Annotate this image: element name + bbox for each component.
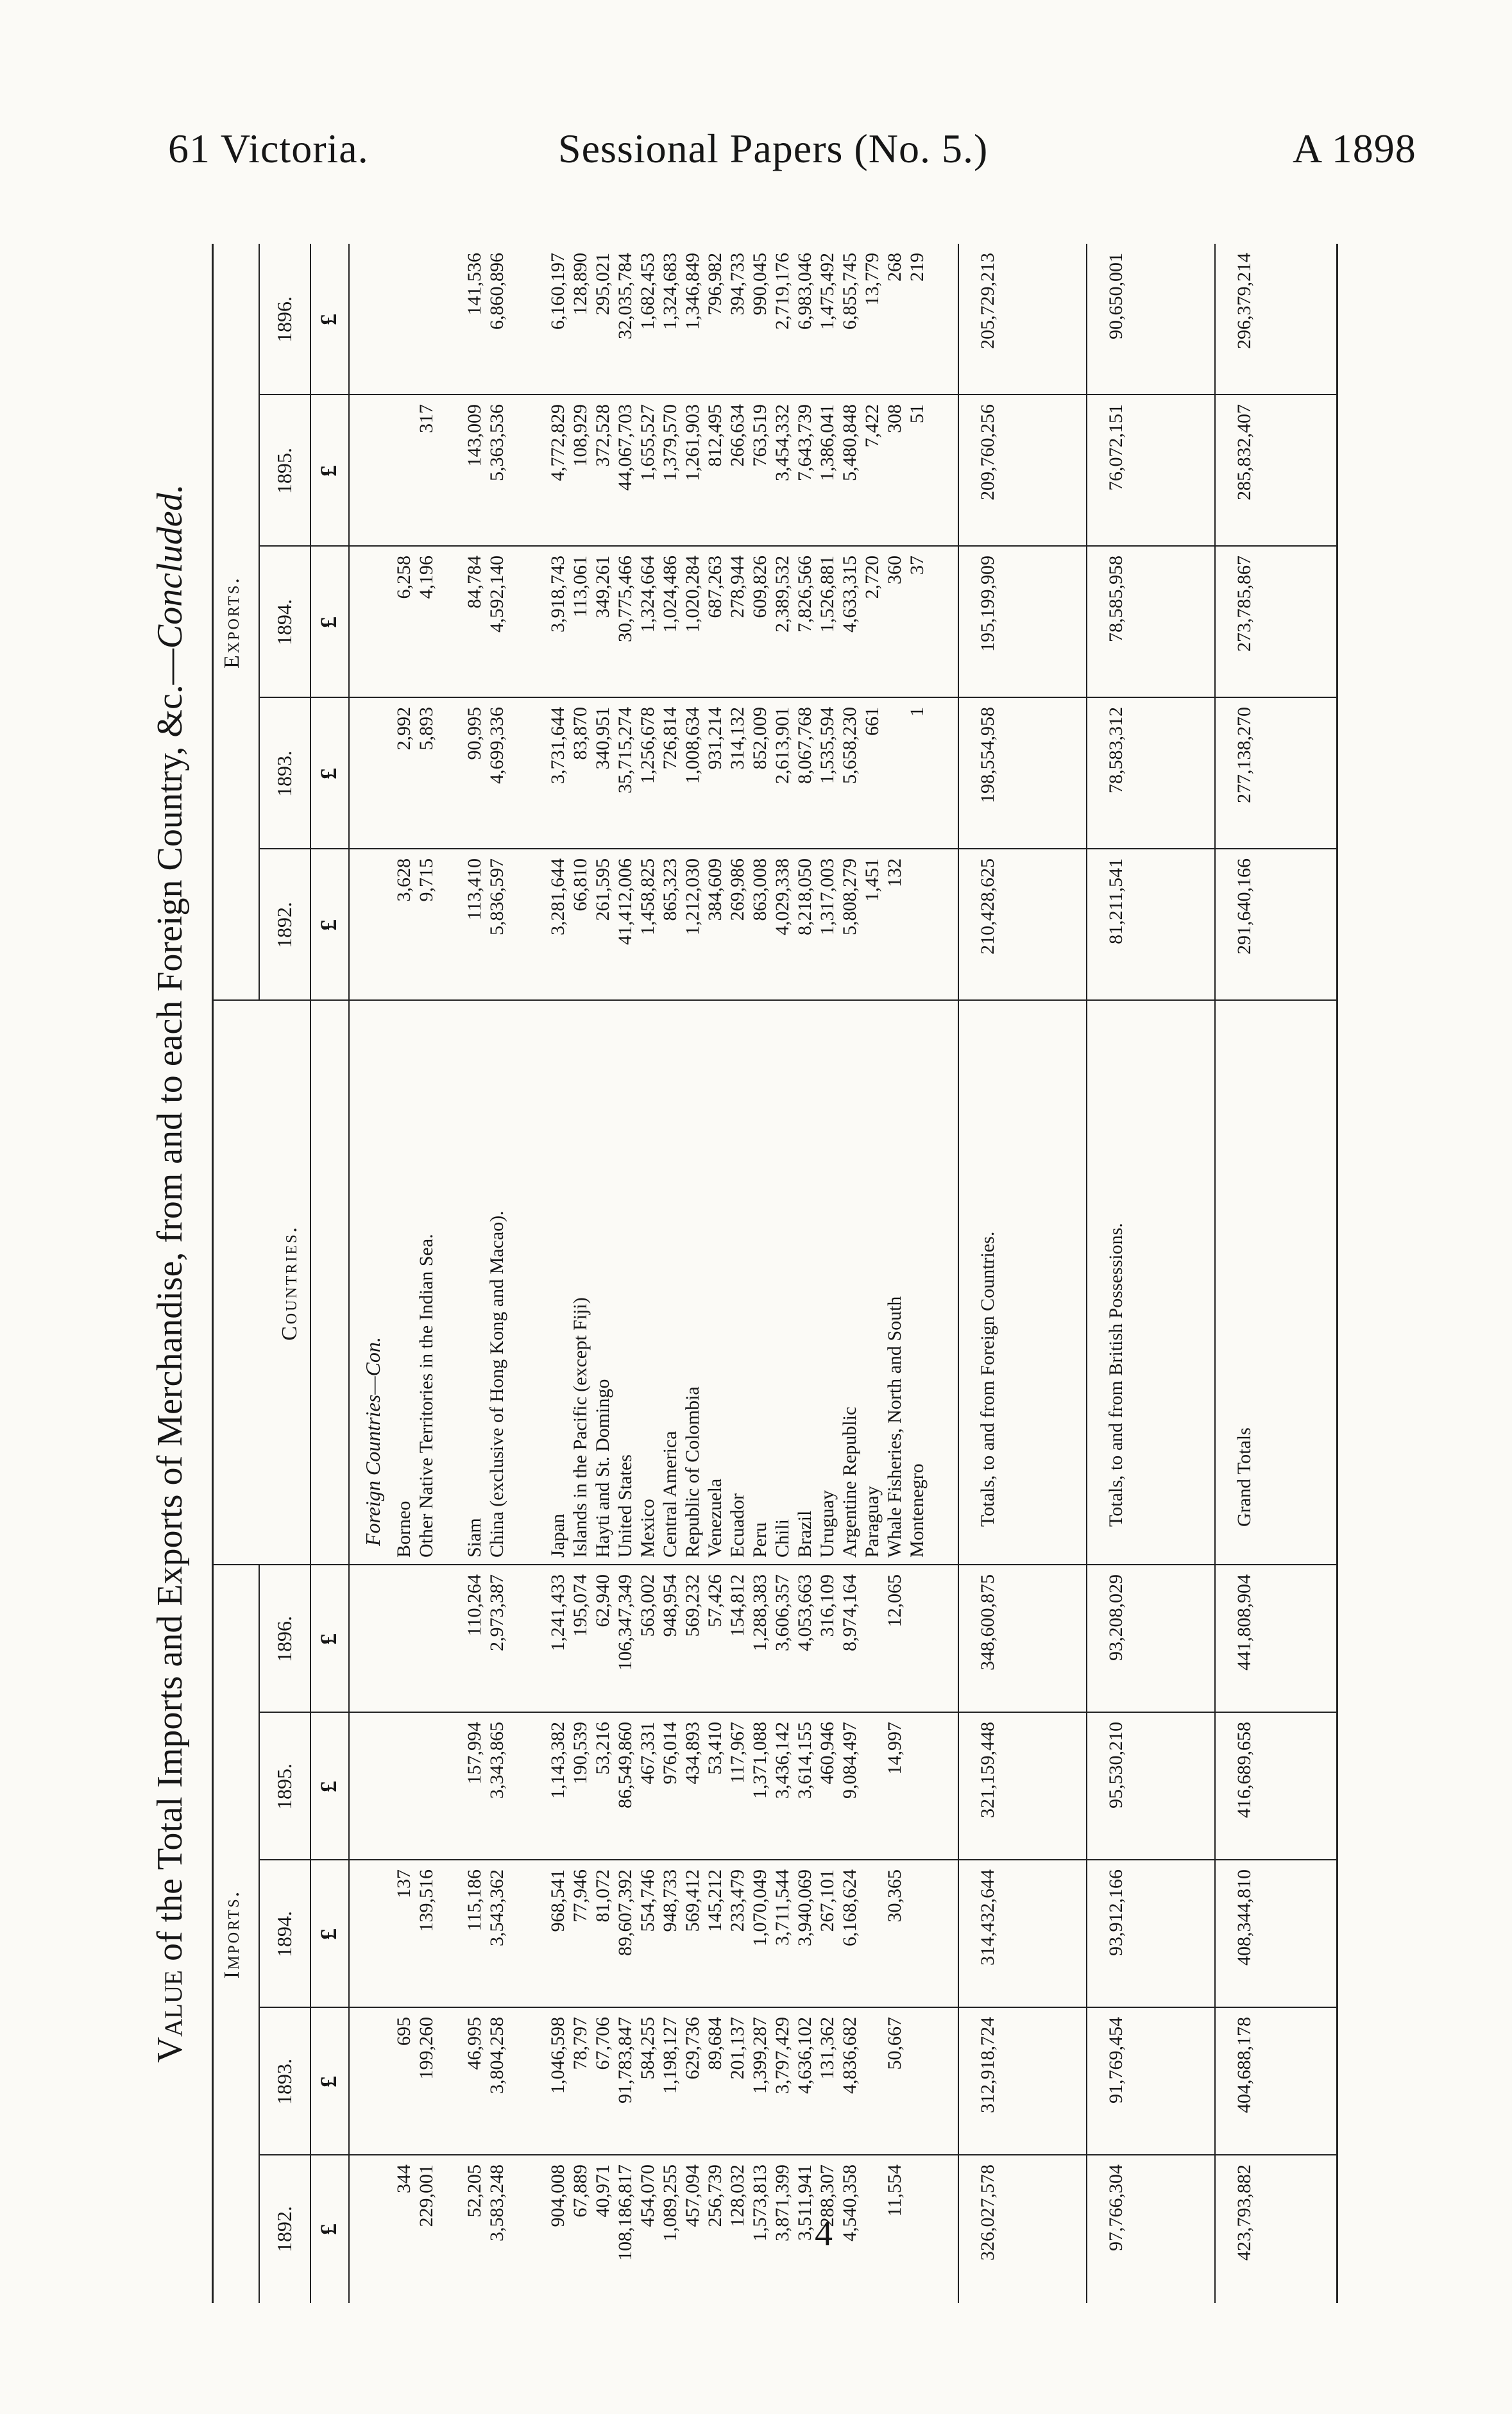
export-value: 8,067,768 bbox=[794, 707, 815, 784]
title-suffix: Concluded. bbox=[150, 484, 190, 649]
import-value: 4,636,102 bbox=[794, 2017, 815, 2094]
import-value: 1,371,088 bbox=[749, 1722, 770, 1799]
export-value: 5,658,230 bbox=[839, 707, 860, 784]
export-value: 132 bbox=[884, 858, 905, 887]
country-name: Other Native Territories in the Indian Sea. bbox=[416, 1234, 437, 1558]
title-main: of the Total Imports and Exports of Merchandise, from and to each Foreign Country, &c.— bbox=[150, 649, 190, 1971]
country-name: Islands in the Pacific (except Fiji) bbox=[570, 1297, 591, 1558]
import-value: 50,667 bbox=[884, 2017, 905, 2070]
import-value: 190,539 bbox=[570, 1722, 591, 1785]
country-name: Hayti and St. Domingo bbox=[592, 1379, 613, 1558]
import-total-value: 416,689,658 bbox=[1234, 1722, 1255, 1818]
export-value: 278,944 bbox=[727, 556, 748, 618]
export-value: 1,386,041 bbox=[817, 404, 838, 481]
import-value: 12,065 bbox=[884, 1574, 905, 1628]
country-name: Peru bbox=[749, 1522, 770, 1558]
import-value: 457,094 bbox=[682, 2164, 703, 2227]
import-value: 948,733 bbox=[659, 1869, 681, 1932]
country-name: Republic of Colombia bbox=[682, 1386, 703, 1558]
export-value: 3,454,332 bbox=[772, 404, 793, 481]
export-total-value: 209,760,256 bbox=[977, 404, 998, 500]
country-name: Montenegro bbox=[906, 1463, 928, 1558]
import-value: 154,812 bbox=[727, 1574, 748, 1637]
import-value: 1,241,433 bbox=[547, 1574, 568, 1651]
imports-heading-rule bbox=[259, 1565, 260, 2303]
export-total-value: 78,585,958 bbox=[1105, 556, 1126, 642]
import-value: 233,479 bbox=[727, 1869, 748, 1932]
export-value: 113,061 bbox=[570, 556, 591, 618]
export-total-value: 210,428,625 bbox=[977, 858, 998, 955]
export-value: 90,995 bbox=[464, 707, 485, 760]
export-value: 6,160,197 bbox=[547, 253, 568, 330]
export-total-value: 291,640,166 bbox=[1234, 858, 1255, 955]
year-heading-rule bbox=[310, 244, 311, 2303]
export-value: 990,045 bbox=[749, 253, 770, 316]
export-value: 2,389,532 bbox=[772, 556, 793, 633]
import-total-value: 408,344,810 bbox=[1234, 1869, 1255, 1966]
export-value: 931,214 bbox=[704, 707, 726, 770]
country-name: Borneo bbox=[393, 1500, 414, 1558]
country-name: Ecuador bbox=[727, 1493, 748, 1558]
export-value: 35,715,274 bbox=[615, 707, 636, 794]
import-total-value: 314,432,644 bbox=[977, 1869, 998, 1966]
export-pound-sign: £ bbox=[316, 465, 341, 477]
import-value: 40,971 bbox=[592, 2164, 613, 2218]
export-value: 7,422 bbox=[862, 404, 883, 448]
export-value: 41,412,006 bbox=[615, 858, 636, 945]
import-value: 201,137 bbox=[727, 2017, 748, 2080]
import-value: 3,797,429 bbox=[772, 2017, 793, 2094]
import-total-value: 326,027,578 bbox=[977, 2164, 998, 2261]
country-name: Brazil bbox=[794, 1510, 815, 1558]
import-pound-sign: £ bbox=[316, 2223, 341, 2235]
country-name: Paraguay bbox=[862, 1486, 883, 1558]
country-name: Uruguay bbox=[817, 1490, 838, 1558]
grand-total-rule bbox=[1214, 244, 1216, 2303]
export-value: 360 bbox=[884, 556, 905, 584]
british-rule bbox=[1086, 244, 1087, 2303]
import-value: 52,205 bbox=[464, 2164, 485, 2218]
import-year-heading: 1892. bbox=[273, 2206, 296, 2252]
country-name: Central America bbox=[659, 1431, 681, 1558]
export-value: 6,855,745 bbox=[839, 253, 860, 330]
import-total-value: 95,530,210 bbox=[1105, 1722, 1126, 1808]
import-value: 106,347,349 bbox=[615, 1574, 636, 1670]
export-value: 609,826 bbox=[749, 556, 770, 618]
import-value: 569,412 bbox=[682, 1869, 703, 1932]
import-value: 8,974,164 bbox=[839, 1574, 860, 1651]
export-value: 3,281,644 bbox=[547, 858, 568, 935]
import-value: 137 bbox=[393, 1869, 414, 1898]
export-value: 4,592,140 bbox=[486, 556, 507, 633]
import-value: 467,331 bbox=[637, 1722, 658, 1785]
import-value: 14,997 bbox=[884, 1722, 905, 1775]
header-year: A 1898 bbox=[1293, 126, 1416, 171]
export-total-value: 277,138,270 bbox=[1234, 707, 1255, 803]
export-value: 687,263 bbox=[704, 556, 726, 618]
import-value: 563,002 bbox=[637, 1574, 658, 1637]
export-value: 317 bbox=[416, 404, 437, 433]
import-pound-sign: £ bbox=[316, 1781, 341, 1792]
rotated-table-block bbox=[148, 244, 1347, 2303]
export-value: 9,715 bbox=[416, 858, 437, 902]
export-total-value: 285,832,407 bbox=[1234, 404, 1255, 500]
import-value: 316,109 bbox=[817, 1574, 838, 1637]
export-year-heading: 1892. bbox=[273, 902, 296, 948]
import-total-value: 441,808,904 bbox=[1234, 1574, 1255, 1670]
export-value: 726,814 bbox=[659, 707, 681, 770]
import-value: 117,967 bbox=[727, 1722, 748, 1784]
country-name: China (exclusive of Hong Kong and Macao). bbox=[486, 1211, 507, 1558]
export-value: 108,929 bbox=[570, 404, 591, 467]
import-value: 145,212 bbox=[704, 1869, 726, 1932]
export-value: 1,256,678 bbox=[637, 707, 658, 784]
export-value: 1,008,634 bbox=[682, 707, 703, 784]
export-value: 1,317,003 bbox=[817, 858, 838, 935]
export-value: 1,324,664 bbox=[637, 556, 658, 633]
export-value: 372,528 bbox=[592, 404, 613, 467]
export-value: 84,784 bbox=[464, 556, 485, 609]
export-total-value: 195,199,909 bbox=[977, 556, 998, 652]
export-year-heading: 1895. bbox=[273, 448, 296, 494]
import-value: 89,607,392 bbox=[615, 1869, 636, 1956]
country-name: Japan bbox=[547, 1513, 568, 1558]
import-value: 157,994 bbox=[464, 1722, 485, 1785]
export-value: 83,870 bbox=[570, 707, 591, 760]
import-value: 199,260 bbox=[416, 2017, 437, 2080]
country-name: Chili bbox=[772, 1518, 793, 1558]
import-value: 6,168,624 bbox=[839, 1869, 860, 1946]
import-value: 434,893 bbox=[682, 1722, 703, 1785]
pound-rule bbox=[348, 244, 350, 2303]
export-value: 268 bbox=[884, 253, 905, 282]
import-value: 344 bbox=[393, 2164, 414, 2193]
country-name: Venezuela bbox=[704, 1478, 726, 1558]
import-value: 53,410 bbox=[704, 1722, 726, 1775]
header-session: 61 Victoria. bbox=[168, 126, 369, 171]
import-value: 62,940 bbox=[592, 1574, 613, 1628]
import-total-value: 312,918,724 bbox=[977, 2017, 998, 2113]
import-value: 1,089,255 bbox=[659, 2164, 681, 2241]
import-value: 3,343,865 bbox=[486, 1722, 507, 1799]
export-value: 32,035,784 bbox=[615, 253, 636, 339]
page-number: 4 bbox=[815, 2214, 833, 2254]
import-value: 67,889 bbox=[570, 2164, 591, 2218]
export-value: 4,699,336 bbox=[486, 707, 507, 784]
country-name: United States bbox=[615, 1454, 636, 1558]
export-total-value: 81,211,541 bbox=[1105, 858, 1126, 944]
import-value: 77,946 bbox=[570, 1869, 591, 1923]
export-value: 128,890 bbox=[570, 253, 591, 316]
export-total-value: 198,554,958 bbox=[977, 707, 998, 803]
export-pound-sign: £ bbox=[316, 616, 341, 628]
export-value: 6,983,046 bbox=[794, 253, 815, 330]
export-value: 2,719,176 bbox=[772, 253, 793, 330]
export-value: 219 bbox=[906, 253, 928, 282]
import-total-value: 404,688,178 bbox=[1234, 2017, 1255, 2113]
import-total-value: 348,600,875 bbox=[977, 1574, 998, 1670]
import-value: 53,216 bbox=[592, 1722, 613, 1775]
export-value: 1,261,903 bbox=[682, 404, 703, 481]
import-value: 3,940,069 bbox=[794, 1869, 815, 1946]
export-value: 66,810 bbox=[570, 858, 591, 912]
import-value: 30,365 bbox=[884, 1869, 905, 1923]
export-value: 5,480,848 bbox=[839, 404, 860, 481]
import-value: 3,543,362 bbox=[486, 1869, 507, 1946]
page-header bbox=[0, 0, 1512, 192]
export-value: 763,519 bbox=[749, 404, 770, 467]
import-total-value: 91,769,454 bbox=[1105, 2017, 1126, 2104]
export-value: 1,212,030 bbox=[682, 858, 703, 935]
export-value: 4,196 bbox=[416, 556, 437, 599]
export-value: 51 bbox=[906, 404, 928, 423]
export-value: 4,633,315 bbox=[839, 556, 860, 633]
export-value: 1,655,527 bbox=[637, 404, 658, 481]
title-prefix: Value bbox=[150, 1970, 190, 2063]
export-value: 13,779 bbox=[862, 253, 883, 306]
export-value: 5,363,536 bbox=[486, 404, 507, 481]
country-name: Argentine Republic bbox=[839, 1406, 860, 1558]
import-value: 4,540,358 bbox=[839, 2164, 860, 2241]
export-value: 1,526,881 bbox=[817, 556, 838, 633]
export-year-heading: 1893. bbox=[273, 751, 296, 797]
export-year-heading: 1896. bbox=[273, 296, 296, 343]
export-pound-sign: £ bbox=[316, 919, 341, 931]
export-total-value: 296,379,214 bbox=[1234, 253, 1255, 349]
country-name: Whale Fisheries, North and South bbox=[884, 1296, 905, 1558]
import-value: 67,706 bbox=[592, 2017, 613, 2070]
export-value: 5,808,279 bbox=[839, 858, 860, 935]
export-value: 394,733 bbox=[727, 253, 748, 316]
export-value: 1 bbox=[906, 707, 928, 717]
export-value: 37 bbox=[906, 556, 928, 575]
country-name: Mexico bbox=[637, 1499, 658, 1558]
exports-heading: Exports. bbox=[220, 576, 244, 668]
export-value: 261,595 bbox=[592, 858, 613, 921]
export-value: 1,020,284 bbox=[682, 556, 703, 633]
export-value: 30,775,466 bbox=[615, 556, 636, 642]
export-value: 295,021 bbox=[592, 253, 613, 316]
import-value: 288,307 bbox=[817, 2164, 838, 2227]
import-value: 976,014 bbox=[659, 1722, 681, 1785]
import-total-value: 93,912,166 bbox=[1105, 1869, 1126, 1956]
export-value: 143,009 bbox=[464, 404, 485, 467]
import-value: 108,186,817 bbox=[615, 2164, 636, 2261]
import-value: 3,511,941 bbox=[794, 2164, 815, 2241]
export-value: 812,495 bbox=[704, 404, 726, 467]
import-value: 1,143,382 bbox=[547, 1722, 568, 1799]
export-total-value: 76,072,151 bbox=[1105, 404, 1126, 491]
import-total-value: 423,793,882 bbox=[1234, 2164, 1255, 2261]
import-year-heading: 1894. bbox=[273, 1911, 296, 1957]
export-value: 852,009 bbox=[749, 707, 770, 770]
export-value: 8,218,050 bbox=[794, 858, 815, 935]
import-total-value: 321,159,448 bbox=[977, 1722, 998, 1818]
totals-rule bbox=[958, 244, 959, 2303]
export-value: 308 bbox=[884, 404, 905, 433]
export-value: 340,951 bbox=[592, 707, 613, 770]
column-divider bbox=[214, 1564, 1336, 1565]
import-value: 3,436,142 bbox=[772, 1722, 793, 1799]
export-value: 2,992 bbox=[393, 707, 414, 751]
import-value: 554,746 bbox=[637, 1869, 658, 1932]
import-value: 131,362 bbox=[817, 2017, 838, 2080]
trade-table bbox=[212, 244, 1338, 2303]
import-pound-sign: £ bbox=[316, 2076, 341, 2087]
export-value: 1,475,492 bbox=[817, 253, 838, 330]
export-total-value: 90,650,001 bbox=[1105, 253, 1126, 339]
import-value: 139,516 bbox=[416, 1869, 437, 1932]
countries-heading: Countries. bbox=[278, 1225, 302, 1341]
country-name: Siam bbox=[464, 1518, 485, 1558]
import-value: 91,783,847 bbox=[615, 2017, 636, 2104]
import-value: 1,288,383 bbox=[749, 1574, 770, 1651]
total-label: Totals, to and from Foreign Countries. bbox=[977, 1231, 998, 1527]
exports-heading-rule bbox=[259, 244, 260, 1001]
import-value: 4,053,663 bbox=[794, 1574, 815, 1651]
import-value: 1,573,813 bbox=[749, 2164, 770, 2241]
header-title: Sessional Papers (No. 5.) bbox=[558, 126, 989, 171]
import-value: 948,954 bbox=[659, 1574, 681, 1637]
total-label: Grand Totals bbox=[1234, 1427, 1255, 1527]
export-value: 349,261 bbox=[592, 556, 613, 618]
export-total-value: 78,583,312 bbox=[1105, 707, 1126, 794]
import-value: 3,606,357 bbox=[772, 1574, 793, 1651]
table-title bbox=[148, 244, 192, 2303]
import-total-value: 97,766,304 bbox=[1105, 2164, 1126, 2251]
export-total-value: 273,785,867 bbox=[1234, 556, 1255, 652]
export-value: 7,826,566 bbox=[794, 556, 815, 633]
export-value: 3,628 bbox=[393, 858, 414, 902]
import-year-heading: 1895. bbox=[273, 1764, 296, 1810]
import-value: 695 bbox=[393, 2017, 414, 2046]
import-value: 195,074 bbox=[570, 1574, 591, 1637]
export-value: 1,346,849 bbox=[682, 253, 703, 330]
import-value: 78,797 bbox=[570, 2017, 591, 2070]
export-total-value: 205,729,213 bbox=[977, 253, 998, 349]
export-value: 7,643,739 bbox=[794, 404, 815, 481]
import-value: 115,186 bbox=[464, 1869, 485, 1932]
import-value: 629,736 bbox=[682, 2017, 703, 2080]
export-pound-sign: £ bbox=[316, 768, 341, 779]
export-value: 796,982 bbox=[704, 253, 726, 316]
import-value: 584,255 bbox=[637, 2017, 658, 2080]
import-value: 46,995 bbox=[464, 2017, 485, 2070]
export-value: 1,535,594 bbox=[817, 707, 838, 784]
export-value: 4,029,338 bbox=[772, 858, 793, 935]
import-value: 569,232 bbox=[682, 1574, 703, 1637]
total-label: Totals, to and from British Possessions. bbox=[1105, 1223, 1126, 1527]
import-value: 128,032 bbox=[727, 2164, 748, 2227]
import-value: 256,739 bbox=[704, 2164, 726, 2227]
import-pound-sign: £ bbox=[316, 1633, 341, 1645]
export-pound-sign: £ bbox=[316, 314, 341, 325]
export-value: 6,258 bbox=[393, 556, 414, 599]
export-value: 863,008 bbox=[749, 858, 770, 921]
import-value: 86,549,860 bbox=[615, 1722, 636, 1808]
import-value: 81,072 bbox=[592, 1869, 613, 1923]
import-value: 904,008 bbox=[547, 2164, 568, 2227]
import-value: 57,426 bbox=[704, 1574, 726, 1628]
import-value: 968,541 bbox=[547, 1869, 568, 1932]
export-value: 113,410 bbox=[464, 858, 485, 921]
import-value: 454,070 bbox=[637, 2164, 658, 2227]
foreign-countries-subheading: Foreign Countries—Con. bbox=[361, 1337, 384, 1546]
import-value: 1,070,049 bbox=[749, 1869, 770, 1946]
export-value: 2,720 bbox=[862, 556, 883, 599]
import-value: 9,084,497 bbox=[839, 1722, 860, 1799]
import-value: 460,946 bbox=[817, 1722, 838, 1785]
import-value: 229,001 bbox=[416, 2164, 437, 2227]
export-value: 2,613,901 bbox=[772, 707, 793, 784]
import-total-value: 93,208,029 bbox=[1105, 1574, 1126, 1661]
import-value: 11,554 bbox=[884, 2164, 905, 2217]
import-year-heading: 1893. bbox=[273, 2059, 296, 2105]
export-value: 269,986 bbox=[727, 858, 748, 921]
import-value: 3,711,544 bbox=[772, 1869, 793, 1946]
export-value: 1,458,825 bbox=[637, 858, 658, 935]
export-value: 865,323 bbox=[659, 858, 681, 921]
export-value: 5,836,597 bbox=[486, 858, 507, 935]
import-value: 1,046,598 bbox=[547, 2017, 568, 2094]
import-value: 89,684 bbox=[704, 2017, 726, 2070]
export-value: 384,609 bbox=[704, 858, 726, 921]
export-value: 44,067,703 bbox=[615, 404, 636, 491]
import-value: 1,198,127 bbox=[659, 2017, 681, 2094]
export-value: 3,731,644 bbox=[547, 707, 568, 784]
import-value: 267,101 bbox=[817, 1869, 838, 1932]
export-value: 314,132 bbox=[727, 707, 748, 770]
import-value: 3,614,155 bbox=[794, 1722, 815, 1799]
import-value: 3,583,248 bbox=[486, 2164, 507, 2241]
export-value: 3,918,743 bbox=[547, 556, 568, 633]
export-value: 1,682,453 bbox=[637, 253, 658, 330]
export-value: 1,024,486 bbox=[659, 556, 681, 633]
export-value: 661 bbox=[862, 707, 883, 736]
export-value: 4,772,829 bbox=[547, 404, 568, 481]
imports-heading: Imports. bbox=[220, 1889, 244, 1979]
import-value: 3,804,258 bbox=[486, 2017, 507, 2094]
export-value: 266,634 bbox=[727, 404, 748, 467]
export-year-heading: 1894. bbox=[273, 599, 296, 645]
export-value: 5,893 bbox=[416, 707, 437, 751]
import-value: 1,399,287 bbox=[749, 2017, 770, 2094]
export-value: 1,379,570 bbox=[659, 404, 681, 481]
import-value: 4,836,682 bbox=[839, 2017, 860, 2094]
import-value: 3,871,399 bbox=[772, 2164, 793, 2241]
import-value: 2,973,387 bbox=[486, 1574, 507, 1651]
export-value: 6,860,896 bbox=[486, 253, 507, 330]
export-value: 1,451 bbox=[862, 858, 883, 902]
export-value: 141,536 bbox=[464, 253, 485, 316]
import-value: 110,264 bbox=[464, 1574, 485, 1636]
import-pound-sign: £ bbox=[316, 1928, 341, 1940]
export-value: 1,324,683 bbox=[659, 253, 681, 330]
import-year-heading: 1896. bbox=[273, 1616, 296, 1662]
